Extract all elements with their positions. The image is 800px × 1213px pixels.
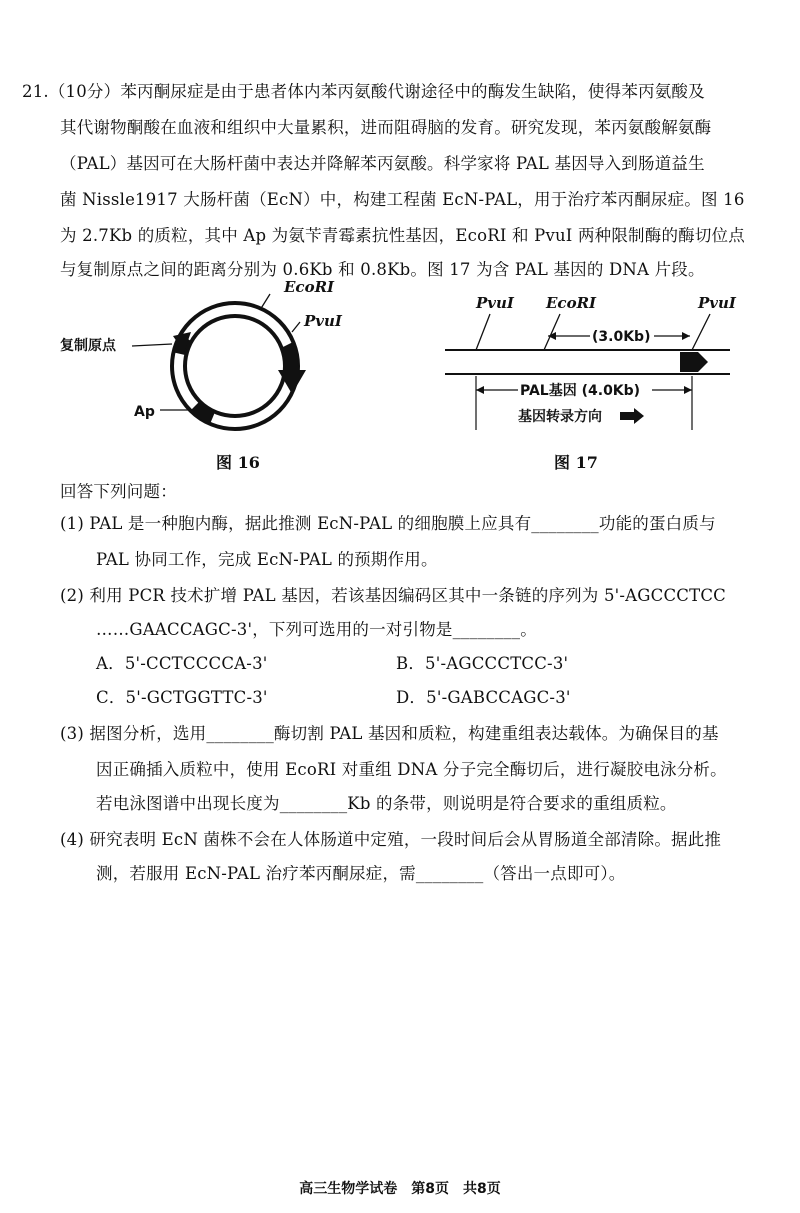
subq4-line-1: (4) 研究表明 EcN 菌株不会在人体肠道中定殖，一段时间后会从胃肠道全部清除。据此推 [60,830,722,849]
subq3-line-2: 因正确插入质粒中，使用 EcoRI 对重组 DNA 分子完全酶切后，进行凝胶电泳分析。 [96,760,727,779]
direction-arrowhead [634,408,644,424]
fig17-distance-label: (3.0Kb) [592,329,651,345]
fig16-ap-label: Ap [134,404,155,420]
intro-line-4: 菌 Nissle1917 大肠杆菌（EcN）中，构建工程菌 EcN-PAL，用于治疗苯丙酮尿症。图 16 [60,190,745,209]
origin-leader-line [132,344,172,346]
subq2-line-1: (2) 利用 PCR 技术扩增 PAL 基因，若该基因编码区其中一条链的序列为 5'-AGCCCTCC [60,586,726,605]
subq4-line-2: 测，若服用 EcN-PAL 治疗苯丙酮尿症，需________（答出一点即可）。 [96,864,626,883]
subq3-line-3: 若电泳图谱中出现长度为________Kb 的条带，则说明是符合要求的重组质粒。 [96,794,677,813]
option-d: D．5'-GABCCAGC-3' [396,688,571,707]
option-c: C．5'-GCTGGTTC-3' [96,688,268,707]
figure16-plasmid [60,276,360,446]
ecori-leader-line [260,294,270,310]
fig16-origin-label: 复制原点 [60,338,116,354]
direction-arrow-body [620,412,634,420]
gene-end-arrowhead [698,352,708,372]
subq1-line-1: (1) PAL 是一种胞内酶，据此推测 EcN-PAL 的细胞膜上应具有________功能的蛋白质与 [60,514,716,533]
subq3-line-1: (3) 据图分析，选用________酶切割 PAL 基因和质粒，构建重组表达载体。为确保目的基 [60,724,719,743]
fig17-pvui-left-label: PvuI [476,294,514,312]
figure16-caption: 图 16 [216,453,260,472]
fig16-pvui-label: PvuI [304,312,342,330]
option-a: A．5'-CCTCCCCA-3' [96,654,268,673]
answer-prompt: 回答下列问题： [60,482,177,501]
fig17-ecori-label: EcoRI [546,294,597,312]
gene-end-block [680,352,698,372]
plasmid-inner-ring [185,316,285,416]
fig17-direction-label: 基因转录方向 [518,409,602,425]
intro-line-5: 为 2.7Kb 的质粒，其中 Ap 为氨苄青霉素抗性基因，EcoRI 和 PvuI 两种限制酶的酶切位点 [60,226,745,245]
subq1-line-2: PAL 协同工作，完成 EcN-PAL 的预期作用。 [96,550,438,569]
subq2-line-2: ……GAACCAGC-3'，下列可选用的一对引物是________。 [96,620,537,639]
page-footer: 高三生物学试卷 第8页 共8页 [299,1181,501,1197]
fig17-pvui-right-label: PvuI [698,294,736,312]
pvui-leader-line [292,322,300,332]
fig17-pal-label: PAL基因 (4.0Kb) [520,383,641,399]
fig16-ecori-label: EcoRI [284,278,335,296]
intro-line-3: （PAL）基因可在大肠杆菌中表达并降解苯丙氨酸。科学家将 PAL 基因导入到肠道益生 [60,154,705,173]
figure17-caption: 图 17 [554,453,598,472]
figure17-dna-fragment [440,290,740,440]
intro-line-1: 21.（10分）苯丙酮尿症是由于患者体内苯丙氨酸代谢途径中的酶发生缺陷，使得苯丙氨酸及 [22,82,705,101]
intro-line-6: 与复制原点之间的距离分别为 0.6Kb 和 0.8Kb。图 17 为含 PAL 基因的 DNA 片段。 [60,260,705,279]
option-b: B．5'-AGCCCTCC-3' [396,654,569,673]
intro-line-2: 其代谢物酮酸在血液和组织中大量累积，进而阻碍脑的发育。研究发现，苯丙氨酸解氨酶 [60,118,712,137]
